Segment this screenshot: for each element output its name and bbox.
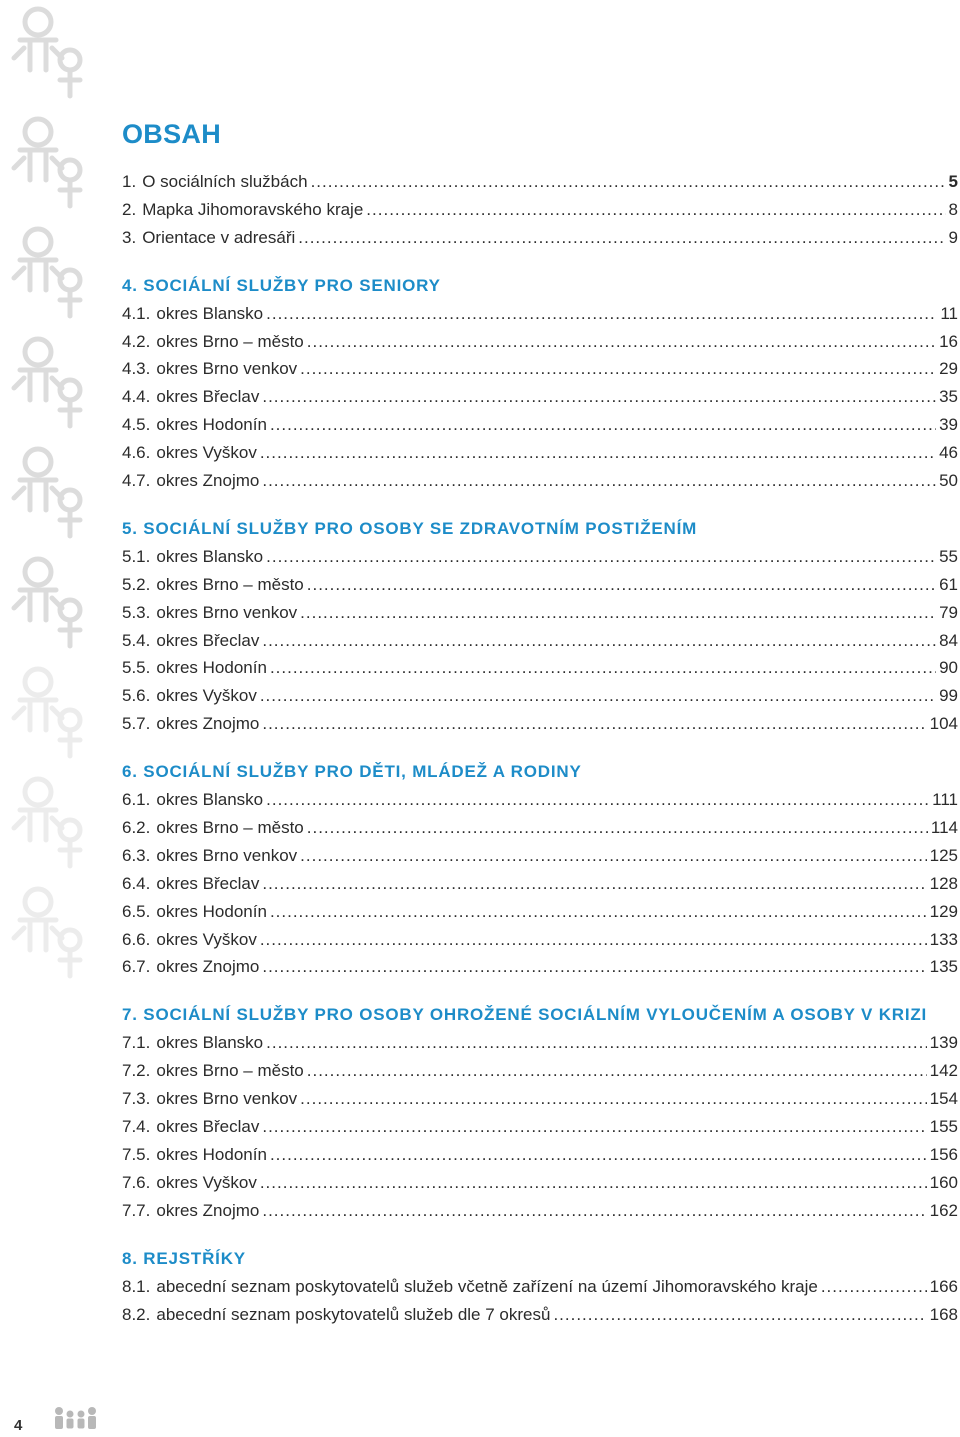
toc-entry-number: 6.3. <box>122 845 151 865</box>
toc-entry-number: 6.7. <box>122 957 151 977</box>
toc-entry[interactable] <box>122 710 958 738</box>
toc-entry-text: okres Blansko <box>156 1033 264 1053</box>
toc-entry-text: okres Blansko <box>156 790 264 810</box>
toc-entry-leader <box>366 196 945 224</box>
toc-entry-page: 50 <box>939 471 958 491</box>
toc-entry-number: 6.5. <box>122 901 151 921</box>
toc-entry[interactable] <box>122 439 958 467</box>
toc-entry-leader <box>307 328 936 356</box>
section-title[interactable]: 7. SOCIÁLNÍ SLUŽBY PRO OSOBY OHROŽENÉ SOCIÁLNÍM VYLOUČENÍM A OSOBY V KRIZI <box>122 1005 928 1025</box>
toc-entry-page: 46 <box>939 443 958 463</box>
toc-entry-page: 129 <box>929 901 958 921</box>
toc-entry-number: 2. <box>122 199 137 219</box>
toc-entry-page: 154 <box>929 1089 958 1109</box>
toc-entry[interactable] <box>122 654 958 682</box>
toc-entry-page: 16 <box>939 331 958 351</box>
toc-entry-text: okres Brno – město <box>156 574 304 594</box>
toc-entry-text: okres Brno – město <box>156 331 304 351</box>
toc-entry-number: 5.4. <box>122 630 151 650</box>
toc-entry-number: 7.2. <box>122 1061 151 1081</box>
toc-entry-leader <box>262 627 936 655</box>
toc-entry-page: 8 <box>948 199 958 219</box>
table-of-contents <box>122 117 958 1348</box>
toc-entry-page: 168 <box>929 1304 958 1324</box>
toc-entry[interactable] <box>122 599 958 627</box>
toc-entry-number: 4.4. <box>122 387 151 407</box>
toc-entry-leader <box>260 439 936 467</box>
toc-entry-text: okres Vyškov <box>156 929 257 949</box>
toc-entry-page: 9 <box>948 227 958 247</box>
toc-entry-text: okres Znojmo <box>156 1200 260 1220</box>
toc-entry-leader <box>307 814 928 842</box>
toc-entry-text: okres Znojmo <box>156 714 260 734</box>
toc-entry-text: okres Brno venkov <box>156 845 298 865</box>
toc-entry-page: 162 <box>929 1200 958 1220</box>
toc-entry-number: 5.3. <box>122 602 151 622</box>
toc-entry[interactable] <box>122 814 958 842</box>
toc-entry-page: 39 <box>939 415 958 435</box>
toc-entry-number: 4.3. <box>122 359 151 379</box>
toc-entry[interactable] <box>122 1273 958 1301</box>
toc-entry-text: okres Znojmo <box>156 957 260 977</box>
toc-entry[interactable] <box>122 1301 958 1329</box>
toc-entry-leader <box>262 383 936 411</box>
toc-entry-page: 111 <box>932 790 958 810</box>
toc-entry-number: 7.5. <box>122 1144 151 1164</box>
toc-entry-page: 135 <box>929 957 958 977</box>
toc-entry-leader <box>307 571 936 599</box>
page-number: 4 <box>14 1417 23 1434</box>
toc-entry-number: 4.2. <box>122 331 151 351</box>
toc-entry[interactable] <box>122 1169 958 1197</box>
toc-entry-text: okres Břeclav <box>156 1117 260 1137</box>
toc-entry-leader <box>262 710 926 738</box>
section-title[interactable]: 6. SOCIÁLNÍ SLUŽBY PRO DĚTI, MLÁDEŽ A RODINY <box>122 762 582 782</box>
toc-entry[interactable] <box>122 328 958 356</box>
toc-entry-leader <box>260 1169 927 1197</box>
toc-sections <box>122 272 958 1329</box>
toc-section <box>122 1001 958 1224</box>
toc-entry-text: okres Břeclav <box>156 630 260 650</box>
toc-entry-text: okres Hodonín <box>156 415 267 435</box>
toc-section <box>122 515 958 738</box>
toc-entry[interactable] <box>122 383 958 411</box>
toc-entry[interactable] <box>122 300 958 328</box>
toc-entry-leader <box>266 1029 926 1057</box>
toc-entry-number: 6.1. <box>122 790 151 810</box>
toc-entry-page: 139 <box>929 1033 958 1053</box>
toc-entry[interactable] <box>122 1141 958 1169</box>
toc-entry-text: okres Hodonín <box>156 658 267 678</box>
toc-entry-page: 114 <box>930 818 958 838</box>
toc-entry[interactable] <box>122 1057 958 1085</box>
toc-section <box>122 1245 958 1329</box>
toc-entry-leader <box>270 411 936 439</box>
section-title[interactable]: 4. SOCIÁLNÍ SLUŽBY PRO SENIORY <box>122 275 441 295</box>
toc-entry-leader <box>266 543 936 571</box>
toc-entry[interactable] <box>122 682 958 710</box>
toc-entry-number: 4.1. <box>122 303 151 323</box>
toc-entry-leader <box>300 355 936 383</box>
toc-entry-number: 8.2. <box>122 1304 151 1324</box>
toc-entry[interactable] <box>122 627 958 655</box>
toc-section <box>122 272 958 495</box>
toc-entry-text: okres Brno venkov <box>156 1089 298 1109</box>
toc-entry-number: 4.6. <box>122 443 151 463</box>
toc-entry-leader <box>262 1197 926 1225</box>
toc-entry-leader <box>266 786 929 814</box>
toc-entry-leader <box>821 1273 927 1301</box>
toc-entry-page: 79 <box>939 602 958 622</box>
toc-entry-number: 4.5. <box>122 415 151 435</box>
toc-entry-page: 133 <box>929 929 958 949</box>
toc-entry[interactable] <box>122 355 958 383</box>
toc-entry-number: 3. <box>122 227 137 247</box>
toc-entry-leader <box>300 842 926 870</box>
toc-entry-number: 6.6. <box>122 929 151 949</box>
toc-section <box>122 758 958 981</box>
toc-entry-leader <box>270 1141 927 1169</box>
toc-entry-text: okres Brno venkov <box>156 602 298 622</box>
toc-entry-number: 4.7. <box>122 471 151 491</box>
page-title: OBSAH <box>122 119 222 149</box>
toc-entry[interactable] <box>122 1113 958 1141</box>
toc-entry-leader <box>270 654 936 682</box>
toc-entry-page: 35 <box>939 387 958 407</box>
toc-entry[interactable] <box>122 926 958 954</box>
toc-entry-number: 7.7. <box>122 1200 151 1220</box>
toc-entry[interactable] <box>122 786 958 814</box>
toc-entry-page: 155 <box>929 1117 958 1137</box>
toc-entry-text: okres Vyškov <box>156 443 257 463</box>
toc-entry-page: 99 <box>939 686 958 706</box>
toc-entry-text: okres Znojmo <box>156 471 260 491</box>
toc-entry-number: 8.1. <box>122 1276 151 1296</box>
toc-entry-leader <box>266 300 937 328</box>
toc-entry-page: 84 <box>939 630 958 650</box>
toc-entry-leader <box>262 1113 926 1141</box>
toc-entry-number: 5.5. <box>122 658 151 678</box>
toc-entry-text: okres Hodonín <box>156 901 267 921</box>
toc-entry-page: 55 <box>939 546 958 566</box>
toc-entry-page: 156 <box>929 1144 958 1164</box>
toc-entry-number: 5.2. <box>122 574 151 594</box>
toc-entry[interactable] <box>122 224 958 252</box>
toc-entry[interactable] <box>122 411 958 439</box>
toc-entry-leader <box>262 870 926 898</box>
toc-entry-leader <box>260 682 936 710</box>
toc-entry-number: 7.1. <box>122 1033 151 1053</box>
toc-entry-text: okres Hodonín <box>156 1144 267 1164</box>
toc-entry-page: 128 <box>929 873 958 893</box>
children-pattern-decoration <box>0 0 100 1000</box>
toc-entry-number: 5.7. <box>122 714 151 734</box>
toc-entry-leader <box>270 898 927 926</box>
toc-entry-number: 5.6. <box>122 686 151 706</box>
toc-entry-page: 90 <box>939 658 958 678</box>
toc-entry-page: 5 <box>948 172 958 191</box>
toc-entry[interactable] <box>122 543 958 571</box>
toc-entry-leader <box>300 1085 926 1113</box>
toc-entry-text: okres Vyškov <box>156 686 257 706</box>
toc-entry-number: 1. <box>122 172 137 191</box>
toc-entry-page: 104 <box>929 714 958 734</box>
toc-entry-text: okres Břeclav <box>156 387 260 407</box>
toc-entry-text: okres Brno – město <box>156 818 304 838</box>
toc-entry[interactable] <box>122 571 958 599</box>
toc-entry-leader <box>262 953 926 981</box>
toc-entry-number: 5.1. <box>122 546 151 566</box>
toc-entry-page: 142 <box>929 1061 958 1081</box>
toc-entry-leader <box>311 168 946 196</box>
toc-entry-number: 6.2. <box>122 818 151 838</box>
toc-entry[interactable] <box>122 1085 958 1113</box>
toc-entry-leader <box>262 467 936 495</box>
toc-entry[interactable] <box>122 898 958 926</box>
toc-entry-text: okres Břeclav <box>156 873 260 893</box>
toc-entry[interactable] <box>122 467 958 495</box>
toc-entry-page: 29 <box>939 359 958 379</box>
toc-entry-page: 160 <box>929 1172 958 1192</box>
toc-entry-text: Orientace v adresáři <box>142 227 296 247</box>
toc-entry-number: 7.6. <box>122 1172 151 1192</box>
toc-entry-text: okres Brno venkov <box>156 359 298 379</box>
toc-entry[interactable] <box>122 196 958 224</box>
toc-entry-leader <box>553 1301 926 1329</box>
toc-entry-text: okres Blansko <box>156 303 264 323</box>
toc-entry-number: 7.3. <box>122 1089 151 1109</box>
toc-entry-text: okres Blansko <box>156 546 264 566</box>
toc-entry-text: okres Vyškov <box>156 1172 257 1192</box>
toc-entry-text: Mapka Jihomoravského kraje <box>142 199 364 219</box>
toc-entry-number: 6.4. <box>122 873 151 893</box>
toc-entry-page: 61 <box>939 574 958 594</box>
section-title[interactable]: 8. REJSTŘÍKY <box>122 1248 246 1268</box>
intro-section <box>122 168 958 252</box>
toc-entry-page: 166 <box>929 1276 958 1296</box>
toc-entry-text: O sociálních službách <box>142 172 308 191</box>
toc-entry-leader <box>300 599 936 627</box>
toc-entry[interactable] <box>122 870 958 898</box>
toc-entry[interactable] <box>122 953 958 981</box>
toc-entry-leader <box>298 224 945 252</box>
toc-entry-number: 7.4. <box>122 1117 151 1137</box>
family-figures-icon <box>52 1405 98 1435</box>
toc-entry-text: okres Brno – město <box>156 1061 304 1081</box>
section-title[interactable]: 5. SOCIÁLNÍ SLUŽBY PRO OSOBY SE ZDRAVOTNÍM POSTIŽENÍM <box>122 518 698 538</box>
toc-entry[interactable] <box>122 842 958 870</box>
toc-entry-leader <box>307 1057 927 1085</box>
toc-entry[interactable] <box>122 1029 958 1057</box>
toc-entry-leader <box>260 926 927 954</box>
toc-entry-page: 11 <box>940 303 958 323</box>
toc-entry-text: abecední seznam poskytovatelů služeb včetně zařízení na území Jihomoravského kraje <box>156 1276 818 1296</box>
toc-entry[interactable] <box>122 1197 958 1225</box>
toc-entry-page: 125 <box>929 845 958 865</box>
toc-entry[interactable] <box>122 168 958 196</box>
toc-entry-text: abecední seznam poskytovatelů služeb dle 7 okresů <box>156 1304 551 1324</box>
